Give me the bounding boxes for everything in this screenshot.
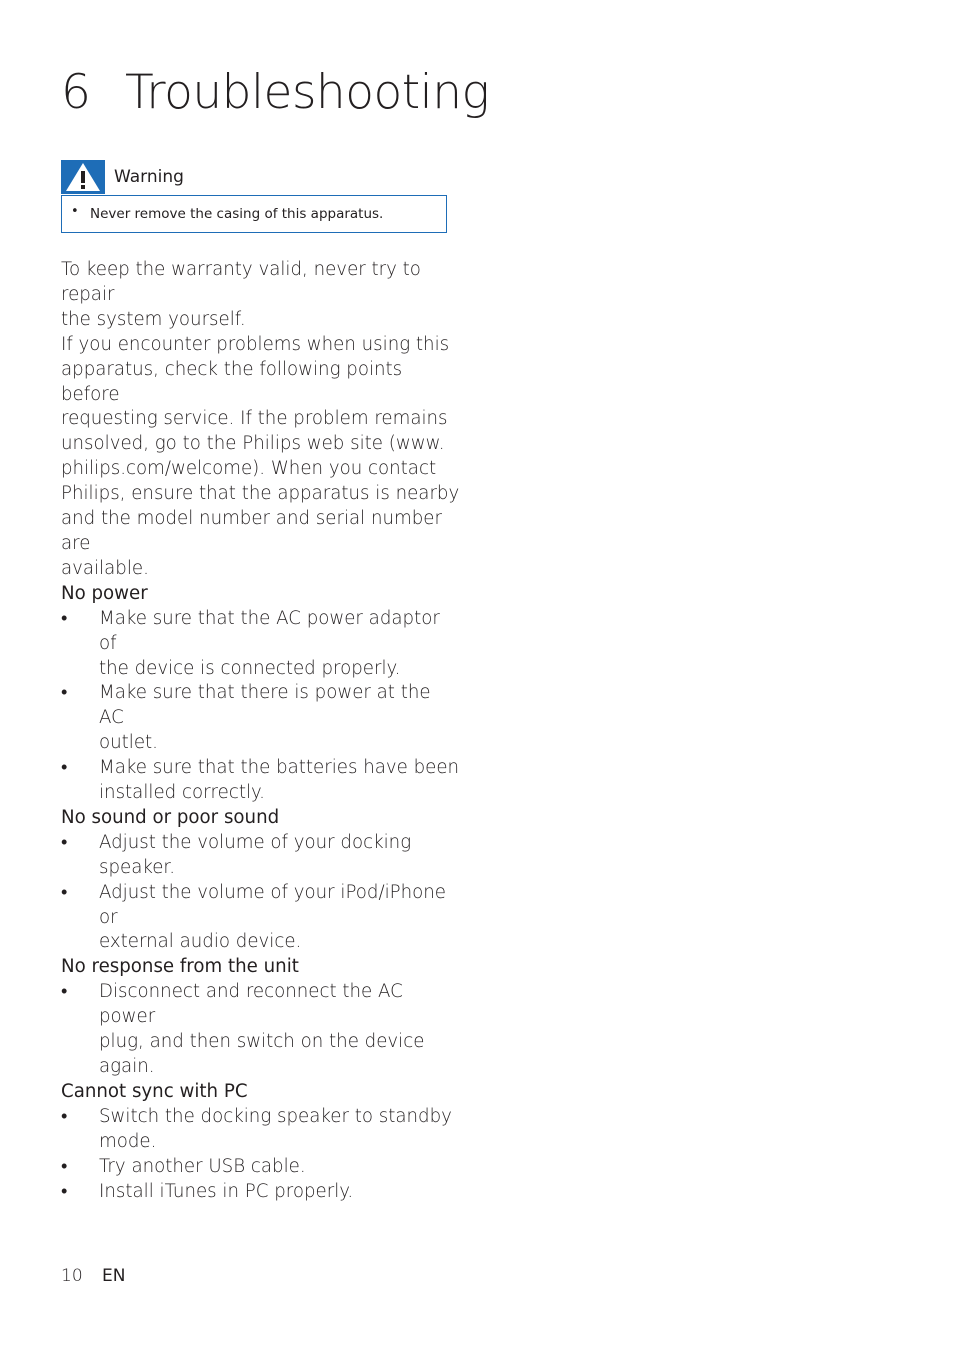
list-item-text: Switch the docking speaker to standby mode.	[99, 1105, 452, 1152]
list-item	[61, 881, 461, 956]
warning-box	[61, 195, 447, 233]
list-item-text: Adjust the volume of your docking speaker.	[99, 831, 412, 878]
section-heading-cannot-sync: Cannot sync with PC	[61, 1080, 248, 1102]
cannot-sync-list	[61, 1105, 461, 1205]
list-item	[61, 1155, 461, 1180]
no-power-list	[61, 607, 461, 806]
bullet-marker: •	[61, 981, 68, 1003]
intro-paragraph-1: To keep the warranty valid, never try to repair the system yourself.	[61, 259, 421, 330]
list-item	[61, 1105, 461, 1155]
list-item-text: Install iTunes in PC properly.	[99, 1180, 354, 1202]
bullet-marker: •	[71, 204, 79, 219]
list-item-text: Make sure that there is power at the AC outlet.	[99, 682, 431, 754]
bullet-marker: •	[61, 1180, 68, 1202]
warning-triangle-icon	[64, 161, 102, 193]
intro-paragraph-2: If you encounter problems when using this apparatus, check the following points before requesting service. If the problem remains unsolved, go to the Philips web site (www. philips.com/welcome). When you contact Philips, ensure that the apparatus is nearby and the model number and serial number are available.	[61, 333, 460, 579]
list-item-text: Make sure that the batteries have been installed correctly.	[99, 757, 460, 804]
list-item-text: Disconnect and reconnect the AC power plug, and then switch on the device again.	[99, 981, 425, 1077]
list-item	[61, 756, 461, 806]
bullet-marker: •	[61, 607, 68, 629]
bullet-marker: •	[61, 682, 68, 704]
list-item	[61, 681, 461, 756]
list-item	[61, 607, 461, 682]
section-heading-no-sound: No sound or poor sound	[61, 806, 280, 828]
section-heading-no-response: No response from the unit	[61, 956, 299, 978]
bullet-marker: •	[61, 831, 68, 853]
section-title: Troubleshooting	[125, 65, 490, 120]
list-item-text: Make sure that the AC power adaptor of the device is connected properly.	[99, 607, 440, 679]
bullet-marker: •	[61, 1105, 68, 1127]
section-number: 6	[61, 65, 91, 120]
bullet-marker: •	[61, 1155, 68, 1177]
warning-label: Warning	[114, 167, 184, 187]
list-item	[61, 831, 461, 881]
no-response-list	[61, 980, 461, 1080]
list-item	[61, 1180, 461, 1205]
list-item-text: Try another USB cable.	[99, 1155, 306, 1177]
language-code: EN	[102, 1266, 126, 1286]
warning-icon-badge	[61, 160, 105, 194]
page-number: 10	[61, 1266, 83, 1286]
bullet-marker: •	[61, 881, 68, 903]
warning-item: Never remove the casing of this apparatus.	[90, 206, 384, 222]
bullet-marker: •	[61, 757, 68, 779]
list-item-text: Adjust the volume of your iPod/iPhone or external audio device.	[99, 881, 446, 953]
section-heading-no-power: No power	[61, 582, 148, 604]
body-content	[61, 258, 461, 1204]
no-sound-list	[61, 831, 461, 956]
warning-header	[61, 160, 447, 195]
list-item	[61, 980, 461, 1080]
